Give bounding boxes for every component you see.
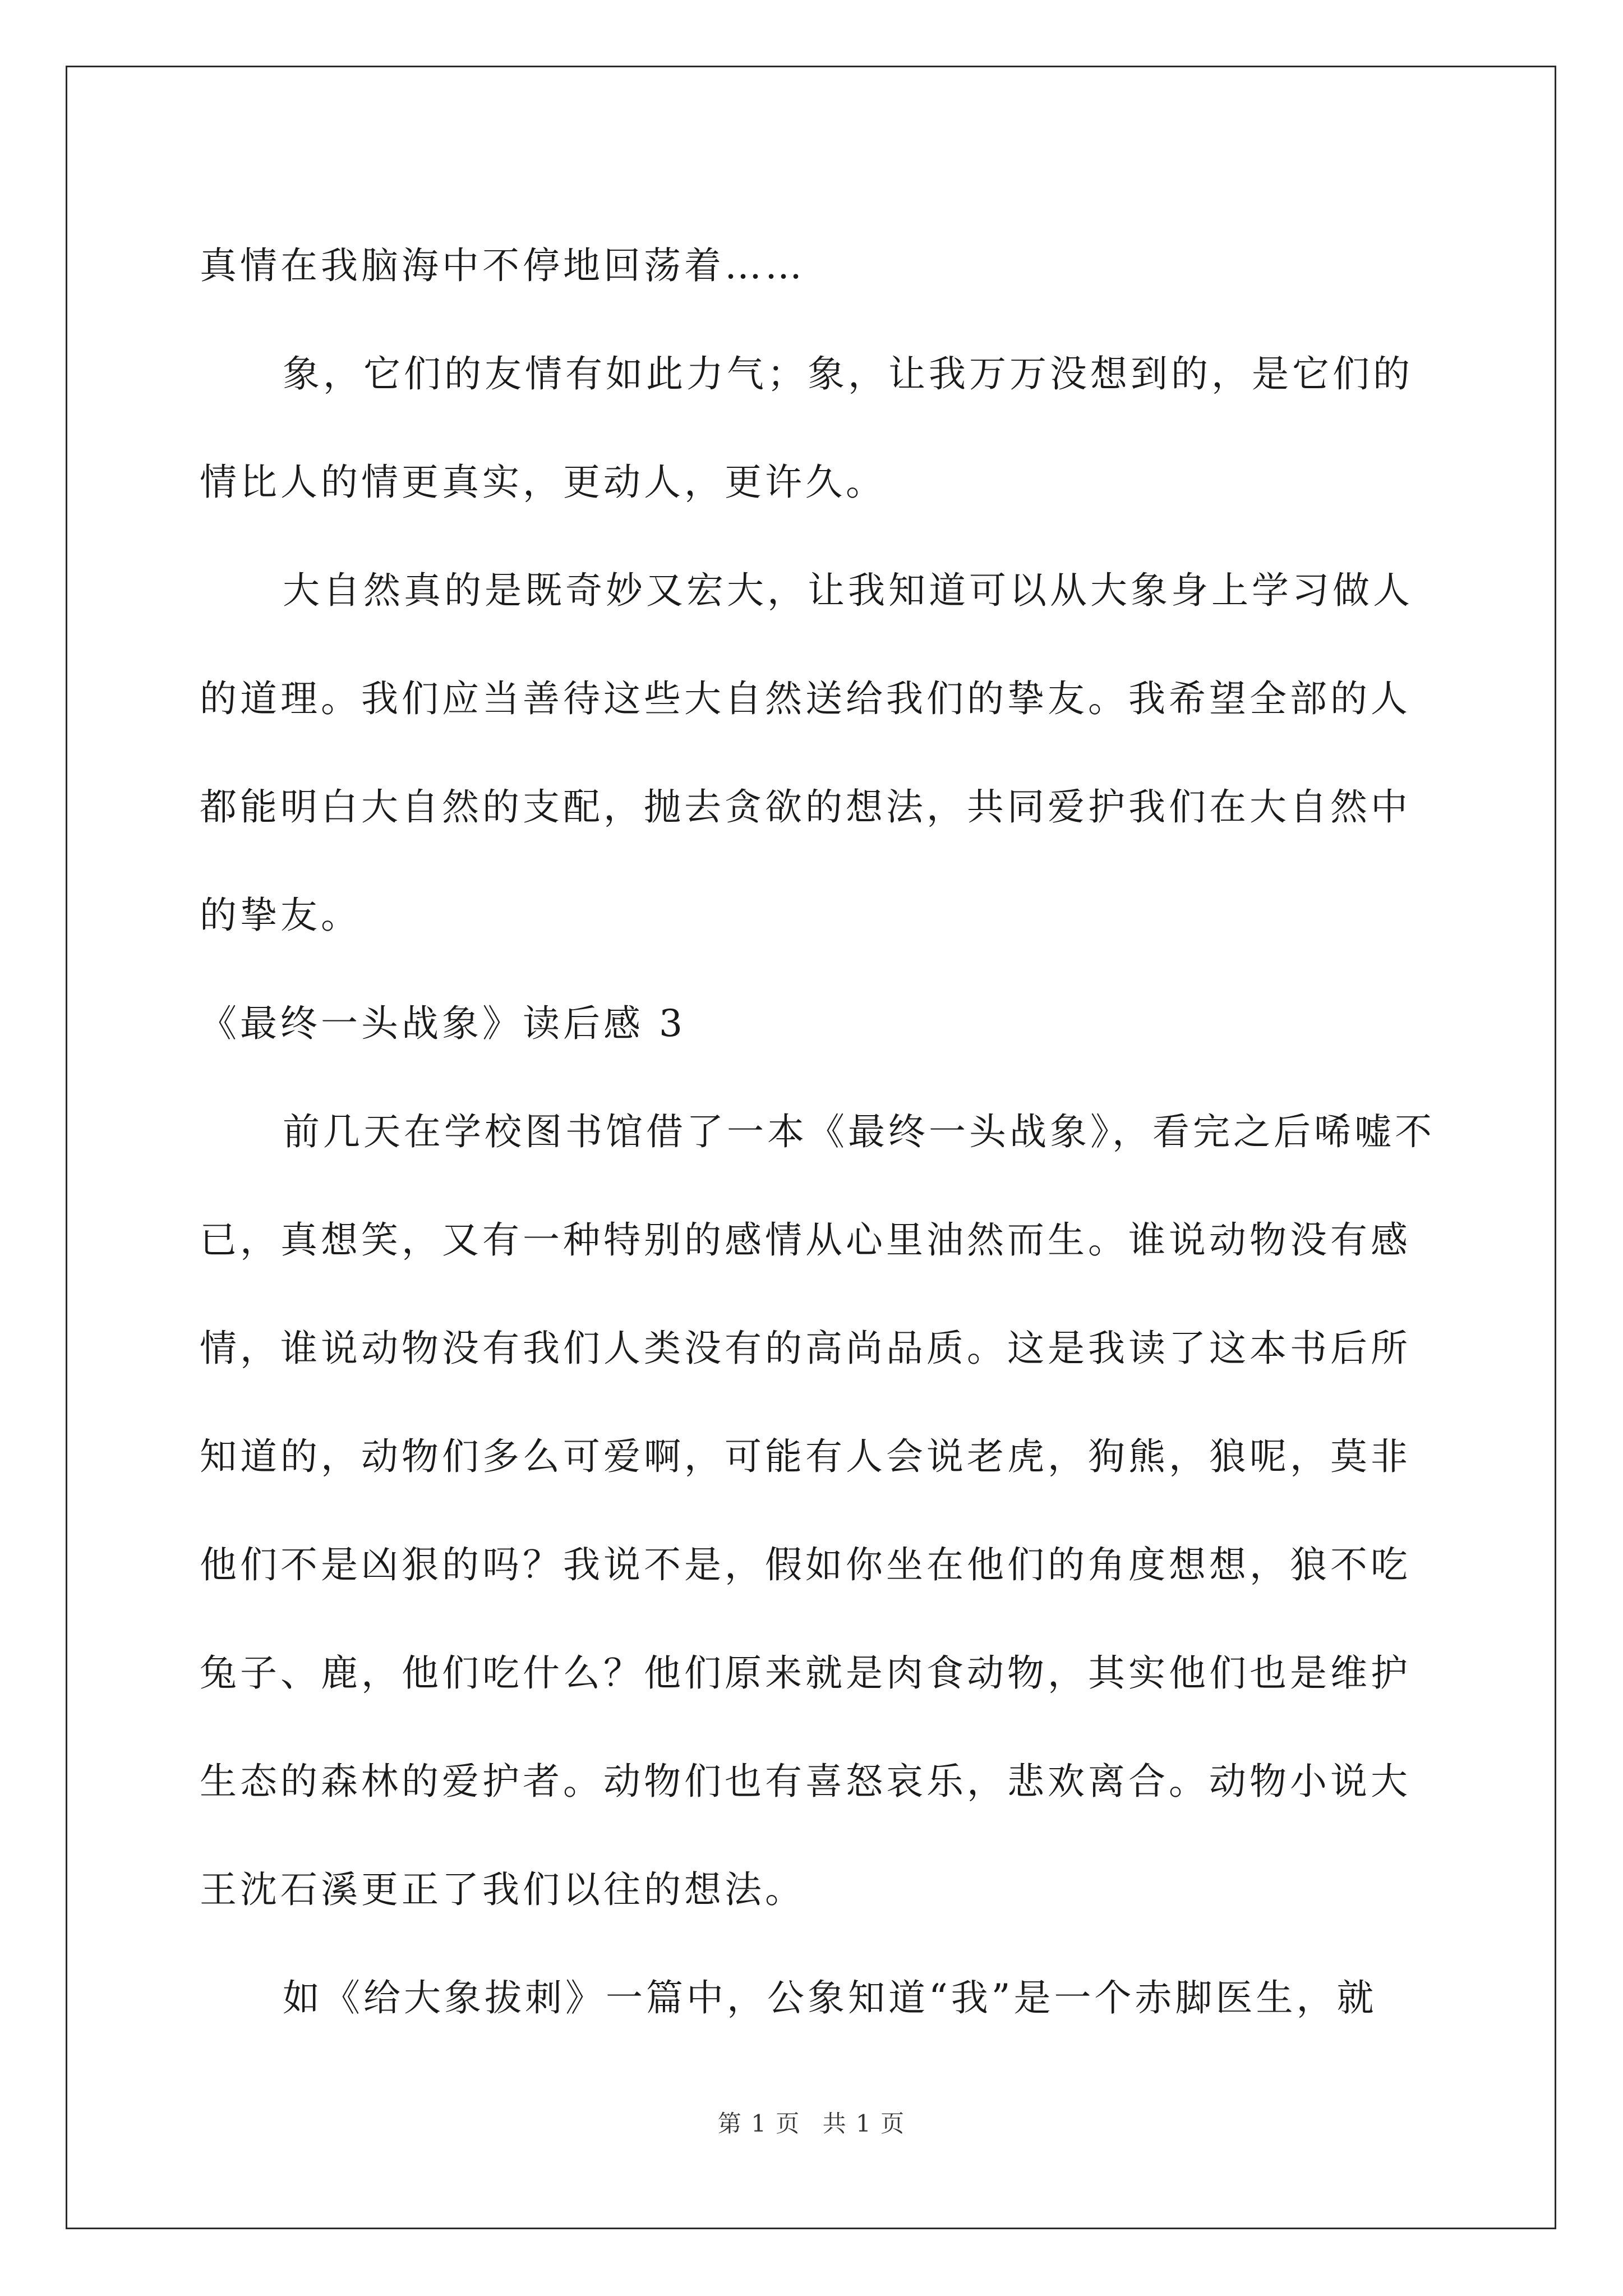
text-line: 王沈石溪更正了我们以往的想法。 <box>200 1868 805 1911</box>
text-line: 已，真想笑，又有一种特别的感情从心里油然而生。谁说动物没有感 <box>200 1218 1411 1262</box>
text-line: 情比人的情更真实，更动人，更许久。 <box>200 461 886 504</box>
text-line: 的挚友。 <box>200 894 361 937</box>
text-line: 生态的森林的爱护者。动物们也有喜怒哀乐，悲欢离合。动物小说大 <box>200 1760 1411 1803</box>
text-line: 兔子、鹿，他们吃什么？他们原来就是肉食动物，其实他们也是维护 <box>200 1651 1411 1695</box>
section-heading: 《最终一头战象》读后感 3 <box>200 1002 686 1045</box>
text-line: 象，它们的友情有如此力气；象，让我万万没想到的，是它们的 <box>283 352 1413 395</box>
page-number-total: 共 1 页 <box>822 2110 906 2137</box>
text-line: 真情在我脑海中不停地回荡着…… <box>200 244 805 287</box>
text-line: 情，谁说动物没有我们人类没有的高尚品质。这是我读了这本书后所 <box>200 1327 1411 1370</box>
page-footer <box>0 2107 1623 2141</box>
text-line: 知道的，动物们多么可爱啊，可能有人会说老虎，狗熊，狼呢，莫非 <box>200 1435 1411 1478</box>
text-line: 前几天在学校图书馆借了一本《最终一头战象》，看完之后唏嘘不 <box>283 1110 1435 1153</box>
text-line: 的道理。我们应当善待这些大自然送给我们的挚友。我希望全部的人 <box>200 677 1411 720</box>
page-number-current: 第 1 页 <box>717 2110 801 2137</box>
text-line: 大自然真的是既奇妙又宏大，让我知道可以从大象身上学习做人 <box>283 569 1413 612</box>
text-line: 如《给大象拔刺》一篇中，公象知道“我”是一个赤脚医生，就 <box>283 1976 1377 2019</box>
document-body <box>200 211 1433 2052</box>
text-line: 他们不是凶狠的吗？我说不是，假如你坐在他们的角度想想，狼不吃 <box>200 1543 1411 1586</box>
text-line: 都能明白大自然的支配，抛去贪欲的想法，共同爱护我们在大自然中 <box>200 785 1411 829</box>
